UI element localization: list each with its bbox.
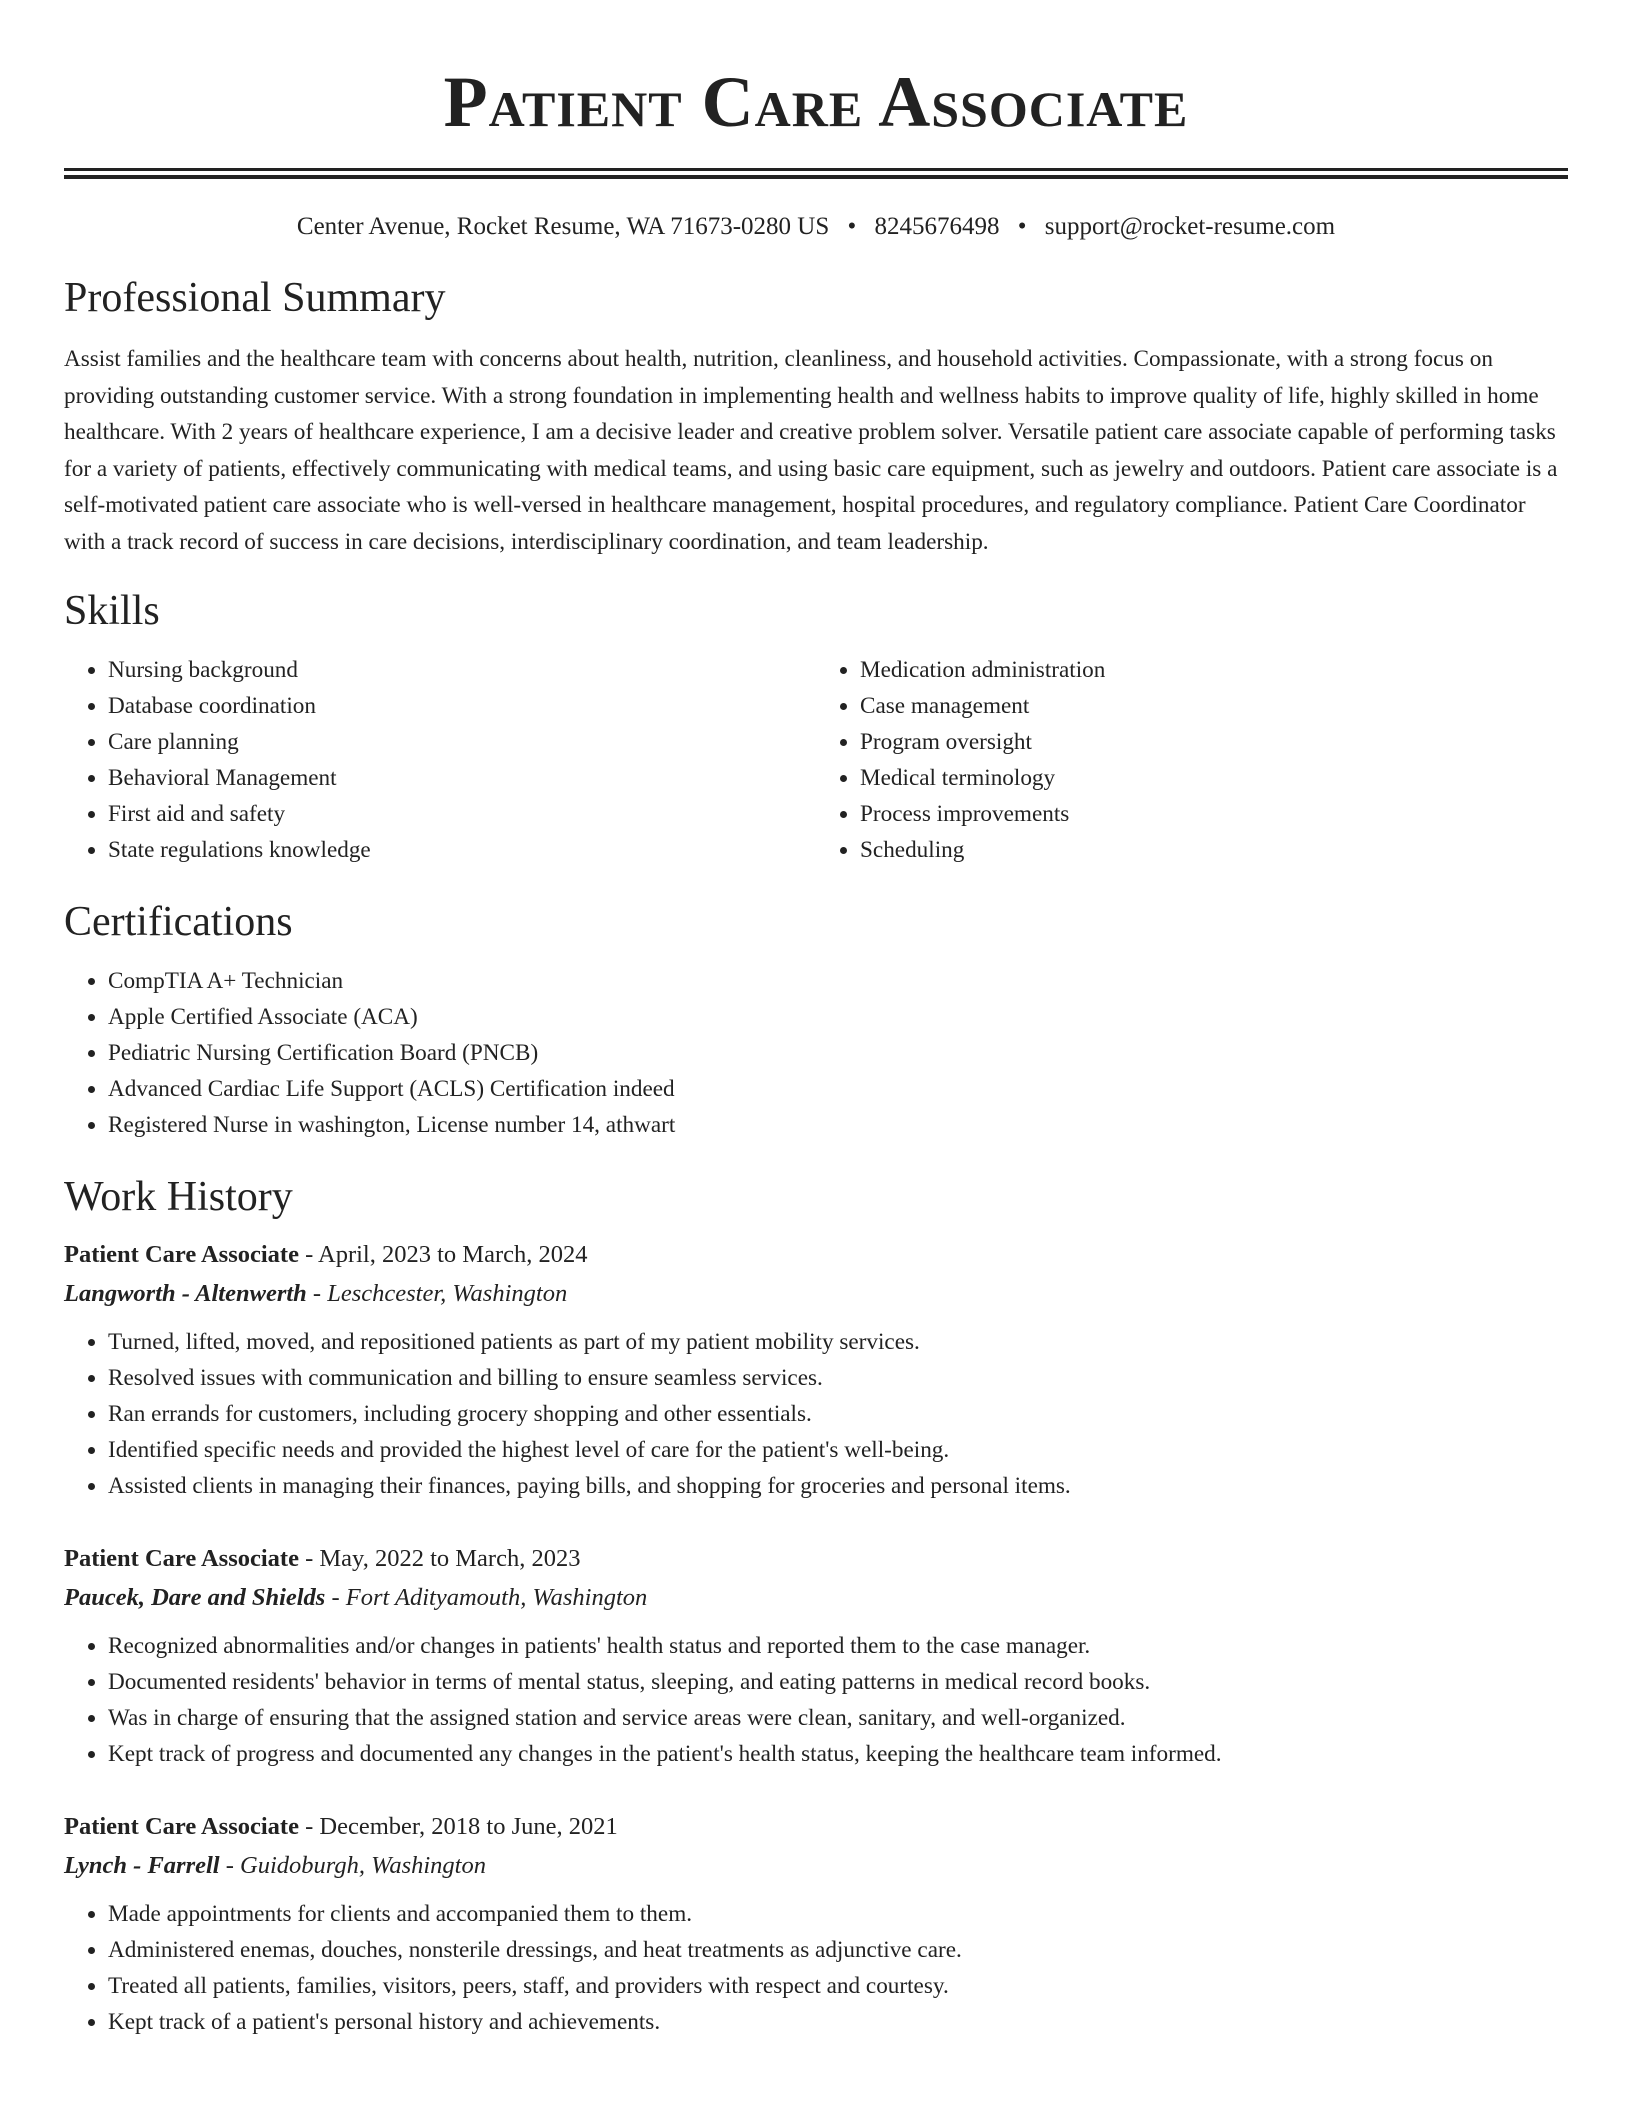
skills-grid [64, 652, 1568, 868]
certifications-section [64, 897, 1568, 1143]
certification-item: • Pediatric Nursing Certification Board (PNCB) [108, 1035, 1568, 1071]
certification-item: • Registered Nurse in washington, License number 14, athwart [108, 1107, 1568, 1143]
certifications-heading: Certifications [64, 899, 293, 945]
job-duty: • Ran errands for customers, including grocery shopping and other essentials. [108, 1396, 1568, 1432]
job-duty: • Administered enemas, douches, nonsterile dressings, and heat treatments as adjunctive care. [108, 1932, 1568, 1968]
job-company: Lynch - Farrell [64, 1852, 220, 1879]
job-company: Langworth - Altenwerth [64, 1280, 307, 1307]
header-divider [64, 168, 1568, 179]
summary-text: Assist families and the healthcare team with concerns about health, nutrition, cleanliness, and household activities. Compassionate, with a strong focus on providing outstanding customer service. With a strong foundation in implementing health and wellness habits to improve quality of life, highly skilled in home healthcare. With 2 years of healthcare experience, I am a decisive leader and creative problem solver. Versatile patient care associate capable of performing tasks for a variety of patients, effectively communicating with medical teams, and using basic care equipment, such as jewelry and outdoors. Patient care associate is a self-motivated patient care associate who is well-versed in healthcare management, hospital procedures, and regulatory compliance. Patient Care Coordinator with a track record of success in care decisions, interdisciplinary coordination, and team leadership. [64, 346, 1558, 555]
skills-section [64, 586, 1568, 868]
summary-heading: Professional Summary [64, 275, 446, 321]
skill-item: • Database coordination [108, 688, 816, 724]
skill-item: • Medical terminology [860, 760, 1568, 796]
contact-phone: 8245676498 [874, 213, 1000, 240]
job-duty: • Assisted clients in managing their finances, paying bills, and shopping for groceries and personal items. [108, 1468, 1568, 1504]
skill-item: • Medication administration [860, 652, 1568, 688]
job-company: Paucek, Dare and Shields [64, 1584, 326, 1611]
skill-item: • Scheduling [860, 832, 1568, 868]
job-company-line [64, 1578, 1568, 1618]
skill-item: • State regulations knowledge [108, 832, 816, 868]
work-history-heading: Work History [64, 1174, 293, 1220]
job-duty: • Resolved issues with communication and billing to ensure seamless services. [108, 1360, 1568, 1396]
contact-separator: • [847, 213, 857, 240]
certification-item: • Apple Certified Associate (ACA) [108, 999, 1568, 1035]
job-duties [64, 1324, 1568, 1504]
job-company-line [64, 1274, 1568, 1314]
job-duties [64, 1896, 1568, 2040]
job-dates: - April, 2023 to March, 2024 [298, 1241, 588, 1268]
skill-item: • Case management [860, 688, 1568, 724]
job-duty: • Turned, lifted, moved, and repositioned patients as part of my patient mobility services. [108, 1324, 1568, 1360]
skills-list-left [64, 652, 816, 868]
job-duty: • Made appointments for clients and accompanied them to them. [108, 1896, 1568, 1932]
job-location: - Guidoburgh, Washington [219, 1852, 486, 1879]
summary-section [64, 273, 1568, 560]
skill-item: • Behavioral Management [108, 760, 816, 796]
job-duty: • Was in charge of ensuring that the assigned station and service areas were clean, sanitary, and well-organized. [108, 1700, 1568, 1736]
job-dates: - December, 2018 to June, 2021 [298, 1813, 618, 1840]
job-entry [64, 1540, 1568, 1772]
skill-item: • Nursing background [108, 652, 816, 688]
contact-email: support@rocket-resume.com [1044, 213, 1336, 240]
work-history-section [64, 1172, 1568, 2040]
resume-page [64, 0, 1568, 2040]
job-title: Patient Care Associate [64, 1813, 299, 1840]
job-title-line [64, 1808, 1568, 1846]
job-duty: • Documented residents' behavior in terms of mental status, sleeping, and eating patterns in medical record books. [108, 1664, 1568, 1700]
job-location: - Fort Adityamouth, Washington [325, 1584, 648, 1611]
certification-item: • CompTIA A+ Technician [108, 963, 1568, 999]
job-duties [64, 1628, 1568, 1772]
skill-item: • Process improvements [860, 796, 1568, 832]
job-duty: • Kept track of a patient's personal history and achievements. [108, 2004, 1568, 2040]
skill-item: • Care planning [108, 724, 816, 760]
job-title-line [64, 1236, 1568, 1274]
skill-item: • Program oversight [860, 724, 1568, 760]
job-title-line [64, 1540, 1568, 1578]
job-dates: - May, 2022 to March, 2023 [298, 1545, 581, 1572]
skills-heading: Skills [64, 588, 160, 634]
job-duty: • Treated all patients, families, visitors, peers, staff, and providers with respect and courtesy. [108, 1968, 1568, 2004]
resume-name: Patient Care Associate [443, 62, 1189, 142]
job-location: - Leschcester, Washington [306, 1280, 568, 1307]
skill-item: • First aid and safety [108, 796, 816, 832]
job-duty: • Identified specific needs and provided the highest level of care for the patient's well-being. [108, 1432, 1568, 1468]
job-title: Patient Care Associate [64, 1545, 299, 1572]
job-duty: • Kept track of progress and documented any changes in the patient's health status, keeping the healthcare team informed. [108, 1736, 1568, 1772]
job-title: Patient Care Associate [64, 1241, 299, 1268]
job-duty: • Recognized abnormalities and/or changes in patients' health status and reported them to the case manager. [108, 1628, 1568, 1664]
job-company-line [64, 1846, 1568, 1886]
contact-address: Center Avenue, Rocket Resume, WA 71673-0280 US [296, 213, 830, 240]
job-entry [64, 1236, 1568, 1504]
job-entry [64, 1808, 1568, 2040]
certification-item: • Advanced Cardiac Life Support (ACLS) Certification indeed [108, 1071, 1568, 1107]
contact-separator: • [1017, 213, 1027, 240]
contact-line [64, 211, 1568, 243]
skills-list-right [816, 652, 1568, 868]
certifications-list [64, 963, 1568, 1143]
